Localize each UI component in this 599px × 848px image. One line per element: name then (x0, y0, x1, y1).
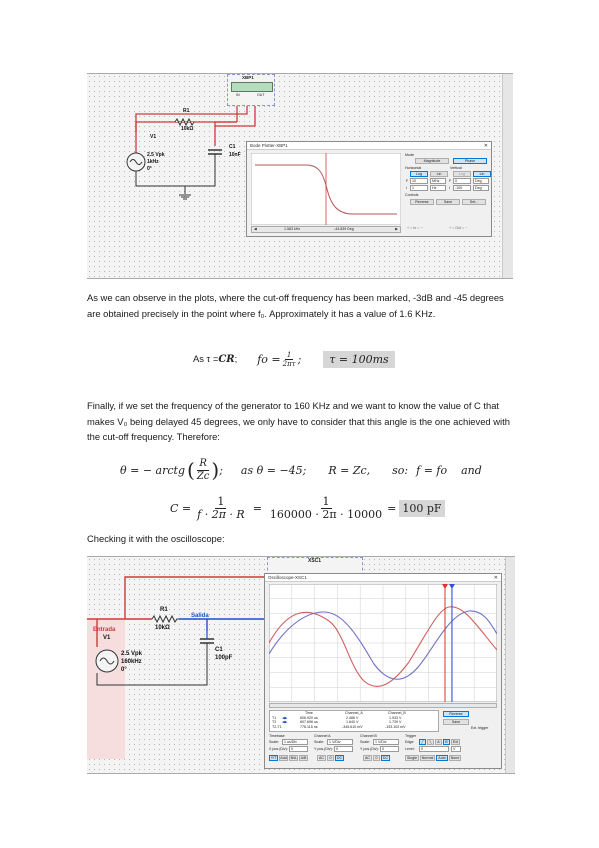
eq2-fraction-den: Zc (196, 470, 210, 482)
oscilloscope-instrument-name: XSC1 (308, 558, 322, 564)
figure-oscilloscope-schematic (87, 556, 515, 774)
add-button[interactable]: Add (280, 756, 287, 760)
eq-fraction-num: 1 (286, 350, 292, 359)
ab-button[interactable]: A/B (300, 756, 307, 760)
eq2-fraction (195, 458, 212, 483)
hdr-channel-a: Channel_A (345, 711, 363, 715)
vertical-lin-button[interactable]: Lin (473, 171, 491, 177)
eq3-fraction-1 (195, 496, 247, 521)
v1-phase: 0° (147, 166, 152, 172)
eq-tau-result: τ = 100ms (323, 351, 394, 368)
in-port-label: + ○ In ○ − (407, 226, 423, 230)
yt-button[interactable]: Y/T (270, 756, 277, 760)
t1-arrows[interactable]: ◀▶ (282, 715, 288, 720)
channel-a-dc-button[interactable]: DC (336, 756, 343, 760)
eq2-so: so: (392, 463, 409, 477)
arrow-right-icon[interactable]: ▶ (395, 227, 398, 231)
eq3-fraction-1-num: 1 (217, 494, 225, 508)
timebase-scale-field[interactable]: 1 us/Div (282, 739, 308, 745)
r1-value: 10kΩ (155, 625, 170, 631)
close-icon[interactable]: ✕ (483, 143, 488, 149)
t1-time: 606.920 us (300, 715, 318, 720)
bode-phase-readout: -44.839 Deg (334, 227, 354, 231)
hdr-time: Time (305, 711, 313, 715)
trigger-b-button[interactable]: B (443, 739, 450, 745)
paragraph-generator: Finally, if we set the frequency of the generator to 160 KHz and we want to know the value of C that makes V₀ being delayed 45 degrees, we only have to consider that this angle is the one achieved with the cut-off frequency. Therefore: (87, 400, 510, 442)
channel-b-ypos-label: Y pos.(Div): (360, 747, 379, 751)
c1-name: C1 (215, 647, 223, 653)
ba-button[interactable]: B/A (290, 756, 297, 760)
bode-window-title: Bode Plotter-XBP1 ✕ (247, 142, 491, 150)
eq-as-tau: As τ = (193, 353, 219, 365)
t2-label: T2 (272, 720, 277, 724)
eq3-result: 100 pF (399, 500, 444, 517)
channel-b-ac-button[interactable]: AC (365, 756, 370, 760)
eq-fo: fo = (257, 352, 281, 366)
eq2-paren-close: ) (211, 458, 220, 482)
channel-a-label: Channel A (314, 734, 331, 738)
channel-a-scale-label: Scale: (314, 740, 324, 744)
magnitude-button[interactable]: Magnitude (415, 158, 449, 164)
h-f-unit[interactable]: MHz (430, 178, 446, 184)
eq3-fraction-2 (268, 496, 384, 521)
v1-frequency: 160kHz (121, 659, 142, 665)
eq2-fraction-num: R (199, 457, 207, 469)
bode-instrument-icon[interactable] (227, 74, 275, 106)
bode-plot (251, 153, 401, 225)
readout-table (269, 710, 439, 732)
v-i-label: I (449, 186, 450, 190)
eq3-c: C = (170, 501, 192, 515)
trigger-a-button[interactable]: A (435, 739, 442, 745)
eq2-paren-open: ( (187, 458, 195, 482)
v-i-unit[interactable]: Deg (473, 185, 489, 191)
t2-time: 607.696 us (300, 720, 318, 724)
save-button[interactable]: Save (436, 199, 460, 205)
ext-trigger-label: Ext. trigger (471, 726, 489, 730)
t1-label: T1 (272, 715, 277, 720)
equation-tau (193, 348, 453, 370)
t1-channel-a: 2.486 V (346, 715, 359, 720)
single-button[interactable]: Single (407, 756, 417, 760)
eq3-fraction-2-den: 160000 · 2π · 10000 (269, 507, 383, 521)
h-i-field[interactable]: 1 (410, 185, 428, 191)
trigger-ext-button[interactable]: Ext (452, 740, 459, 744)
channel-a-zero-button[interactable]: 0 (327, 755, 334, 761)
t2-channel-b: 1.739 V (389, 720, 402, 724)
channel-b-scale-field[interactable]: 1 V/Div (373, 739, 399, 745)
channel-b-zero-button[interactable]: 0 (373, 755, 380, 761)
oscilloscope-screen (269, 584, 497, 702)
eq2-as: as θ = −45; (240, 463, 307, 477)
timebase-label: Timebase (269, 734, 285, 738)
screen-scrollbar[interactable] (269, 703, 497, 708)
set-button[interactable]: Set... (462, 199, 486, 205)
bode-plotter-window[interactable] (246, 141, 492, 237)
edge-falling-button[interactable]: ╲ (427, 739, 434, 745)
auto-button[interactable]: Auto (436, 755, 448, 761)
timebase-xpos-field[interactable]: 0 (289, 746, 308, 752)
level-label: Level: (405, 747, 415, 751)
channel-a-ypos-field[interactable]: 0 (334, 746, 353, 752)
level-unit[interactable]: V (451, 746, 461, 752)
horizontal-log-button[interactable]: Log (410, 171, 428, 177)
v1-frequency: 1kHz (147, 159, 159, 165)
c1-value: 10nF (229, 152, 241, 158)
eq3-equals-2: = (387, 501, 397, 515)
r1-name: R1 (160, 607, 168, 613)
v1-phase: 0° (121, 667, 127, 673)
horizontal-lin-button[interactable]: Lin (430, 171, 448, 177)
channel-b-label: Channel B (360, 734, 377, 738)
oscilloscope-window[interactable] (264, 573, 502, 769)
h-f-label: F (406, 179, 409, 183)
v1-amplitude: 2.5 Vpk (121, 651, 143, 657)
horizontal-label: Horizontal (405, 166, 422, 170)
bode-readout-bar (251, 226, 401, 233)
eq-semicolon-2: ; (297, 352, 302, 366)
eq-fraction (281, 351, 298, 368)
v1-name: V1 (150, 134, 157, 140)
v-f-unit[interactable]: Deg (473, 178, 489, 184)
eq2-semicolon: ; (219, 463, 223, 477)
figure-bode-schematic (87, 73, 513, 279)
h-i-label: I (406, 186, 407, 190)
t2-t1-time: 776.115 ns (300, 724, 318, 729)
bode-out-label: OUT (257, 93, 265, 97)
equation-arctg (120, 455, 500, 485)
eq2-rz: R = Zc, (328, 463, 371, 477)
v1-name: V1 (103, 635, 111, 641)
reverse-button[interactable]: Reverse (443, 711, 469, 717)
vertical-label: Vertical (450, 166, 462, 170)
eq-semicolon-1: ; (234, 353, 238, 365)
out-port-label: + ○ Out ○ − (449, 226, 468, 230)
v-i-field[interactable]: -100 (453, 185, 471, 191)
channel-a-ac-button[interactable]: AC (319, 756, 324, 760)
channel-b-scale-label: Scale: (360, 740, 370, 744)
channel-b-ypos-field[interactable]: 0 (380, 746, 399, 752)
eq-cr: CR (218, 353, 235, 365)
t2-t1-label: T2-T1 (272, 724, 282, 729)
bode-screen (231, 82, 273, 92)
channel-b-dc-button[interactable]: DC (382, 756, 389, 760)
eq2-ff: f = fo (416, 463, 448, 477)
bode-in-label: IN (236, 93, 240, 97)
level-field[interactable]: 0 (419, 746, 449, 752)
c1-value: 100pF (215, 655, 233, 661)
arrow-left-icon[interactable]: ◀ (254, 227, 257, 231)
edge-label: Edge: (405, 740, 415, 744)
reverse-button[interactable]: Reverse (410, 199, 434, 205)
v-f-field[interactable]: 0 (453, 178, 471, 184)
paragraph-oscilloscope: Checking it with the oscilloscope: (87, 533, 225, 544)
eq-fraction-den: 2πτ (282, 359, 296, 368)
timebase-scale-label: Scale: (269, 740, 279, 744)
v1-amplitude: 2.5 Vpk (147, 152, 165, 158)
eq2-lhs: θ = − arctg (120, 463, 185, 477)
oscilloscope-window-title: Oscilloscope-XSC1 ✕ (265, 574, 501, 582)
close-icon[interactable]: ✕ (493, 575, 498, 581)
none-button[interactable]: None (450, 756, 460, 760)
t2-t1-channel-b: -193.102 mV (385, 724, 406, 729)
edge-rising-button[interactable]: ╱ (419, 739, 426, 745)
timebase-xpos-label: X pos.(Div): (269, 747, 288, 751)
trigger-label: Trigger (405, 734, 417, 738)
channel-a-ypos-label: Y pos.(Div): (314, 747, 333, 751)
entrada-label: Entrada (93, 627, 116, 633)
r1-name: R1 (183, 108, 190, 114)
t2-channel-a: 1.640 V (346, 720, 359, 724)
eq3-fraction-1-den: f · 2π · R (197, 507, 245, 521)
channel-a-scale-field[interactable]: 1 V/Div (327, 739, 353, 745)
phase-button[interactable]: Phase (453, 158, 487, 164)
v-f-label: F (449, 179, 452, 183)
eq2-and: and (461, 463, 482, 477)
bode-instrument-name: XBP1 (242, 75, 254, 80)
normal-button[interactable]: Normal (421, 756, 434, 760)
bode-frequency-readout: 1.583 kHz (284, 227, 301, 231)
hdr-channel-b: Channel_B (388, 711, 406, 715)
eq3-equals-1: = (252, 501, 262, 515)
c1-name: C1 (229, 144, 236, 150)
h-i-unit[interactable]: Hz (430, 185, 446, 191)
eq3-fraction-2-num: 1 (322, 494, 330, 508)
r1-value: 10kΩ (181, 126, 194, 132)
t1-channel-b: 1.933 V (389, 715, 402, 720)
save-button[interactable]: Save (443, 719, 469, 725)
equation-capacitance (170, 490, 470, 526)
salida-label: Salida (191, 613, 209, 619)
mode-label: Mode (405, 153, 414, 157)
controls-label: Controls (405, 193, 419, 197)
t2-t1-channel-a: -345.610 mV (342, 724, 363, 729)
vertical-log-button[interactable]: Log (453, 171, 471, 177)
paragraph-cutoff: As we can observe in the plots, where the cut-off frequency has been marked, -3dB and -45 degrees are obtained precisely in the point where f₀. Approximately it has a value of 1.6 KHz. (87, 292, 504, 319)
t2-arrows[interactable]: ◀▶ (282, 720, 288, 724)
h-f-field[interactable]: 10 (410, 178, 428, 184)
